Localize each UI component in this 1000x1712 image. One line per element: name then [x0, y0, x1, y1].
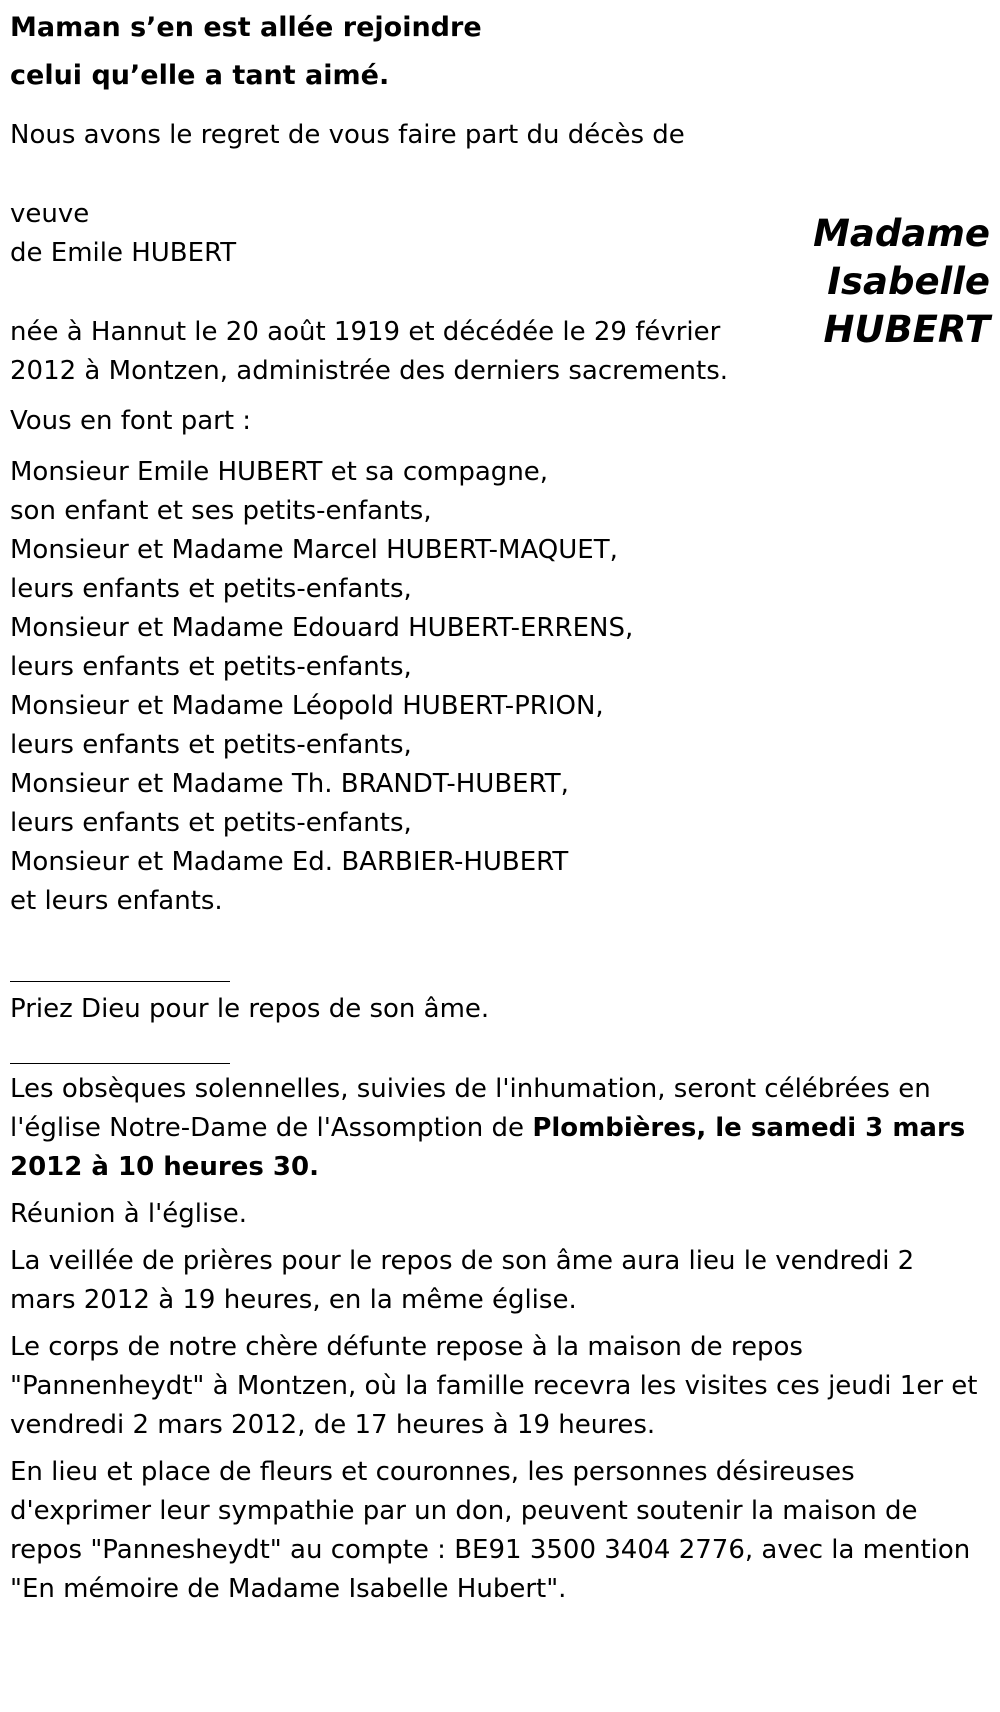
widow-line-2: de Emile HUBERT	[10, 238, 237, 268]
meeting-text: Réunion à l'église.	[10, 1199, 248, 1229]
deceased-last-name: HUBERT	[823, 308, 990, 351]
deceased-name	[813, 210, 990, 354]
birth-death-line-1: née à Hannut le 20 août 1919 et décédée le 29 février	[10, 317, 721, 347]
heading-line-1: Maman s’en est allée rejoindre	[10, 12, 482, 43]
obituary-notice	[10, 4, 990, 1609]
vigil-line-1: La veillée de prières pour le repos de son âme aura lieu le vendredi 2	[10, 1246, 915, 1276]
family-line: Monsieur et Madame Léopold HUBERT-PRION,	[10, 691, 604, 721]
family-line: Monsieur Emile HUBERT et sa compagne,	[10, 457, 549, 487]
family-line: leurs enfants et petits-enfants,	[10, 652, 412, 682]
funeral-line-3-bold: 2012 à 10 heures 30.	[10, 1152, 319, 1182]
rest-line-3: vendredi 2 mars 2012, de 17 heures à 19 heures.	[10, 1410, 656, 1440]
funeral-line-3	[10, 1148, 990, 1187]
heading-line-2: celui qu’elle a tant aimé.	[10, 60, 390, 91]
donation-line-4: "En mémoire de Madame Isabelle Hubert".	[10, 1574, 567, 1604]
family-line: leurs enfants et petits-enfants,	[10, 808, 412, 838]
divider	[10, 1063, 230, 1064]
funeral-line-2-bold: Plombières, le samedi 3 mars	[532, 1113, 966, 1143]
birth-death-info	[10, 313, 730, 391]
heading	[10, 4, 990, 100]
funeral-line-1: Les obsèques solennelles, suivies de l'inhumation, seront célébrées en	[10, 1074, 931, 1104]
rest-line-2: "Pannenheydt" à Montzen, où la famille recevra les visites ces jeudi 1er et	[10, 1371, 978, 1401]
rest-line-1: Le corps de notre chère défunte repose à la maison de repos	[10, 1332, 803, 1362]
family-line: son enfant et ses petits-enfants,	[10, 496, 432, 526]
birth-death-line-2: 2012 à Montzen, administrée des derniers sacrements.	[10, 356, 729, 386]
widow-line-1: veuve	[10, 199, 90, 229]
vigil-info	[10, 1242, 990, 1320]
vigil-line-2: mars 2012 à 19 heures, en la même église.	[10, 1285, 577, 1315]
donation-line-1: En lieu et place de fleurs et couronnes, les personnes désireuses	[10, 1457, 855, 1487]
announcement-text: Nous avons le regret de vous faire part du décès de	[10, 120, 685, 150]
notify-intro: Vous en font part :	[10, 406, 252, 436]
deceased-first-name: Isabelle	[827, 260, 990, 303]
divider	[10, 981, 230, 982]
donation-line-3: repos "Pannesheydt" au compte : BE91 3500 3404 2776, avec la mention	[10, 1535, 971, 1565]
family-line: Monsieur et Madame Edouard HUBERT-ERRENS,	[10, 613, 634, 643]
family-line: Monsieur et Madame Marcel HUBERT-MAQUET,	[10, 535, 618, 565]
family-line: Monsieur et Madame Ed. BARBIER-HUBERT	[10, 847, 569, 877]
deceased-title: Madame	[813, 212, 990, 255]
donation-info	[10, 1453, 990, 1609]
funeral-info	[10, 1070, 990, 1187]
prayer-text: Priez Dieu pour le repos de son âme.	[10, 994, 490, 1024]
family-line: Monsieur et Madame Th. BRANDT-HUBERT,	[10, 769, 569, 799]
family-list	[10, 453, 990, 921]
family-line: leurs enfants et petits-enfants,	[10, 730, 412, 760]
funeral-line-2	[10, 1109, 990, 1148]
family-line: et leurs enfants.	[10, 886, 223, 916]
family-line: leurs enfants et petits-enfants,	[10, 574, 412, 604]
funeral-line-2-plain: l'église Notre-Dame de l'Assomption de	[10, 1113, 533, 1143]
donation-line-2: d'exprimer leur sympathie par un don, peuvent soutenir la maison de	[10, 1496, 918, 1526]
rest-info	[10, 1328, 990, 1445]
